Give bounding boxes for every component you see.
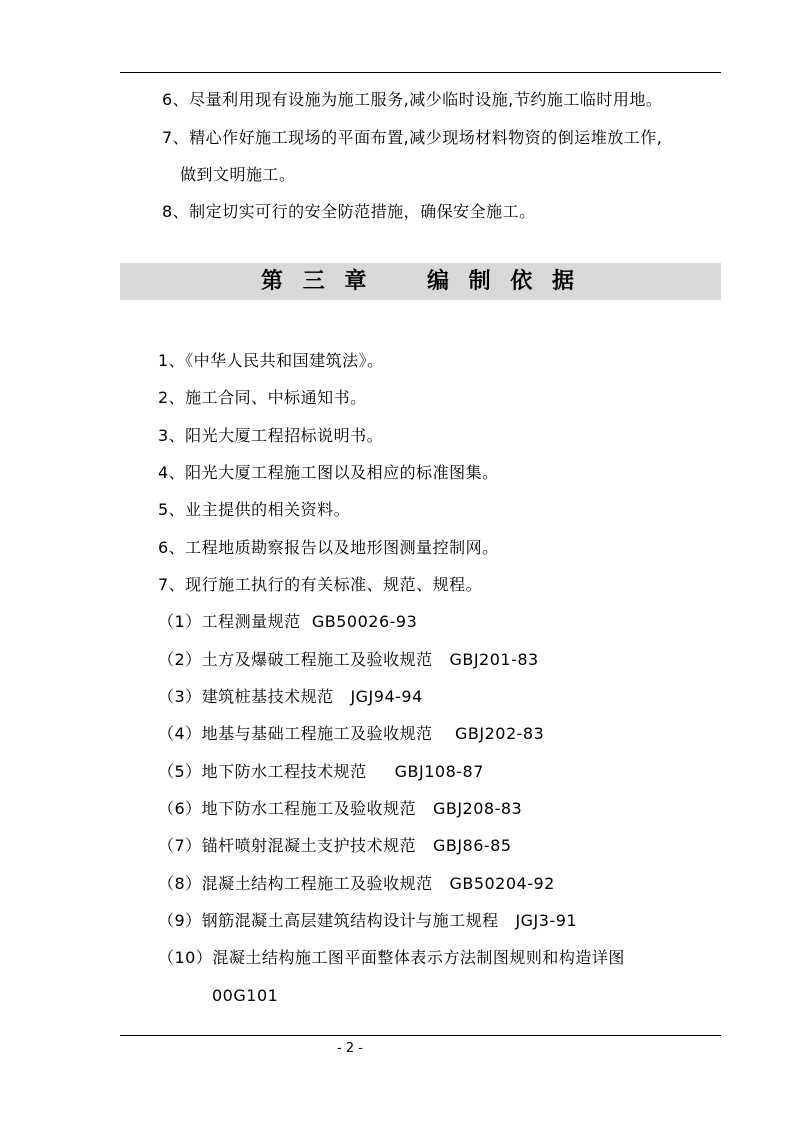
standard-item-2: （2）土方及爆破工程施工及验收规范 GBJ201-83	[158, 650, 539, 669]
standard-item-5: （5）地下防水工程技术规范 GBJ108-87	[158, 762, 484, 781]
standard-item-3: （3）建筑桩基技术规范 JGJ94-94	[158, 687, 423, 706]
standard-item-8: （8）混凝土结构工程施工及验收规范 GB50204-92	[158, 874, 555, 893]
standard-item-10-code: 00G101	[212, 986, 279, 1005]
standard-item-7: （7）锚杆喷射混凝土支护技术规范 GBJ86-85	[158, 836, 512, 855]
page-number: - 2 -	[337, 1041, 363, 1056]
intro-item-8: 8、制定切实可行的安全防范措施，确保安全施工。	[162, 202, 536, 221]
basis-item-2: 2、施工合同、中标通知书。	[158, 388, 367, 407]
intro-item-6: 6、尽量利用现有设施为施工服务,减少临时设施,节约施工临时用地。	[162, 90, 663, 109]
basis-item-4: 4、阳光大厦工程施工图以及相应的标准图集。	[158, 463, 499, 482]
chapter-title: 第 三 章 编 制 依 据	[261, 269, 580, 294]
standard-item-4: （4）地基与基础工程施工及验收规范 GBJ202-83	[158, 724, 545, 743]
standard-item-1: （1）工程测量规范 GB50026-93	[158, 612, 418, 631]
intro-item-7-continuation: 做到文明施工。	[180, 165, 296, 184]
basis-item-1: 1、《中华人民共和国建筑法》。	[158, 351, 384, 370]
basis-item-5: 5、业主提供的相关资料。	[158, 500, 351, 519]
intro-item-7: 7、精心作好施工现场的平面布置,减少现场材料物资的倒运堆放工作,	[162, 128, 663, 147]
standard-item-10: （10）混凝土结构施工图平面整体表示方法制图规则和构造详图	[158, 948, 625, 967]
header-rule	[120, 72, 721, 73]
basis-item-7: 7、现行施工执行的有关标准、规范、规程。	[158, 575, 483, 594]
footer-rule	[120, 1035, 721, 1036]
standard-item-6: （6）地下防水工程施工及验收规范 GBJ208-83	[158, 799, 523, 818]
chapter-heading-bar	[120, 263, 721, 300]
standard-item-9: （9）钢筋混凝土高层建筑结构设计与施工规程 JGJ3-91	[158, 911, 578, 930]
basis-item-3: 3、阳光大厦工程招标说明书。	[158, 426, 384, 445]
basis-item-6: 6、工程地质勘察报告以及地形图测量控制网。	[158, 538, 499, 557]
